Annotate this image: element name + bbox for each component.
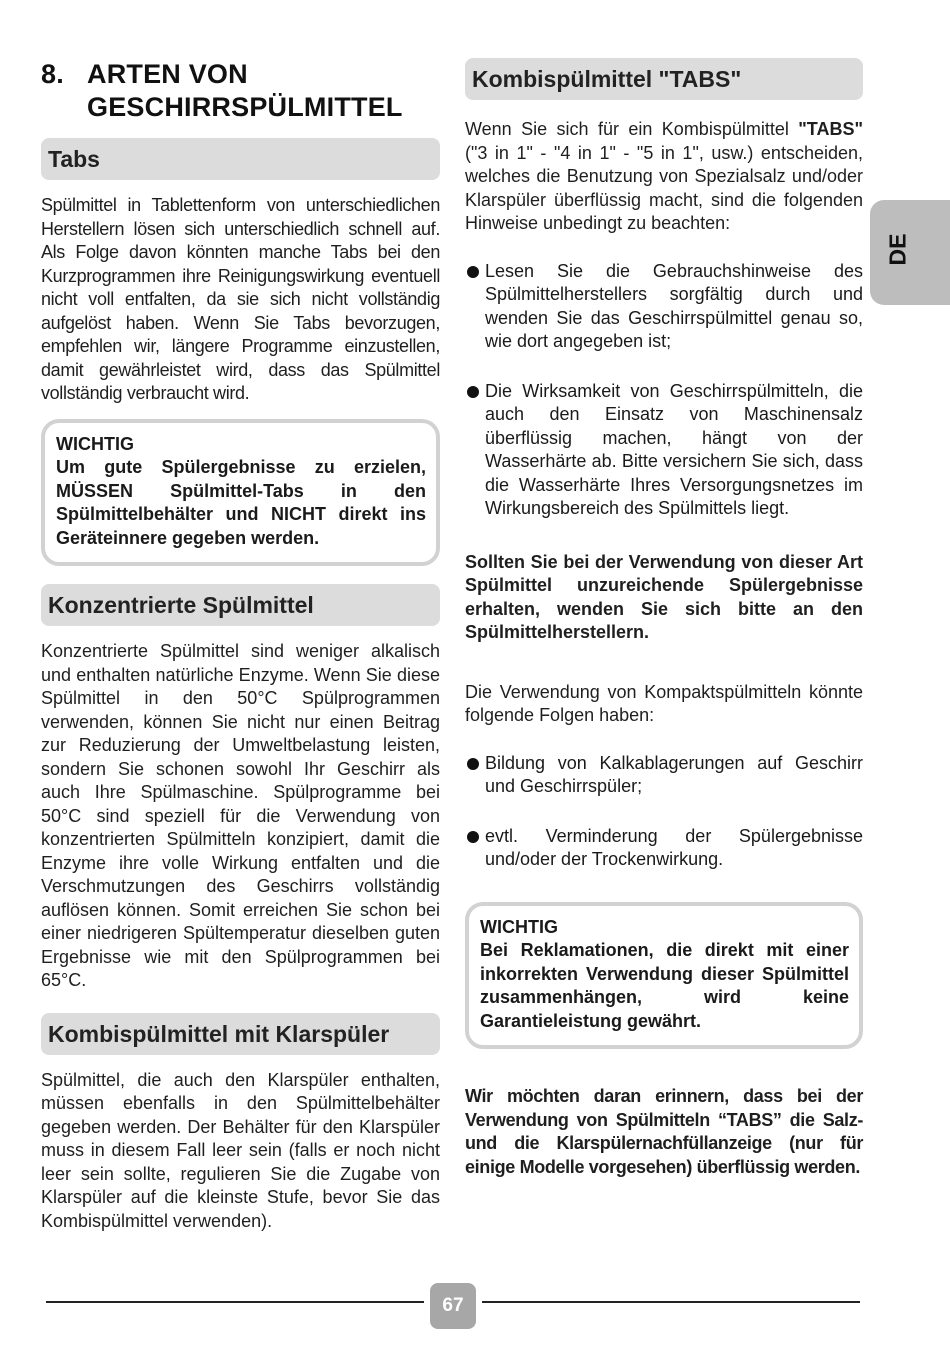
chapter-title-line1: ARTEN VON [87, 59, 248, 89]
section-heading-klarspueler: Kombispülmittel mit Klarspüler [41, 1013, 440, 1055]
final-note: Wir möchten daran erinnern, dass bei der Verwendung von Spülmitteln “TABS” die Salz- und die Klarspülernachfüllanzeige (nur für einige Modelle vorgesehen) überflüssig werden. [465, 1086, 863, 1177]
list-item [465, 380, 863, 521]
warning-text: Bei Reklamationen, die direkt mit einer inkorrekten Verwendung dieser Spülmittel zusammenhängen, wird keine Garantieleistung gewährt. [480, 940, 849, 1031]
chapter-title [41, 58, 440, 124]
right-column [465, 58, 863, 1192]
warning-box-reklamation [465, 902, 863, 1050]
tabs-text: Spülmittel in Tablettenform von unterschiedlichen Herstellern lösen sich unterschiedlich schnell auf. Als Folge davon könnten manche Tabs bei den Kurzprogrammen ihre Reinigungswirkung eventuell nicht voll entfalten, da sie sich nicht vollständig aufgelöst haben. Wenn Sie Tabs bevorzugen, empfehlen wir, längere Programme einzustellen, damit gewährleistet wird, dass das Spülmittel vollständig verbraucht wird. [41, 195, 440, 403]
chapter-number: 8. [41, 59, 64, 89]
language-label: DE [884, 233, 911, 266]
bullet-text: evtl. Verminderung der Spülergebnisse und/oder der Trockenwirkung. [485, 825, 863, 869]
warning-title: WICHTIG [56, 433, 134, 454]
klarspueler-text: Spülmittel, die auch den Klarspüler enthalten, müssen ebenfalls in den Spülmittelbehälter gegeben werden. Der Behälter für den Klarspüler muss in diesem Fall leer sein (falls er noch nicht leer sein sollte, regulieren Sie die Zugabe von Klarspüler auf die kleinste Stufe, bevor Sie das Kombispülmittel verwenden). [41, 1069, 440, 1231]
list-item [465, 825, 863, 872]
kombi-intro-bold: "TABS" [798, 119, 863, 139]
language-tab [870, 200, 950, 305]
bullet-text: Lesen Sie die Gebrauchshinweise des Spülmittelherstellers sorgfältig durch und wenden Sie das Geschirrspülmittel genau so, wie dort angegeben ist; [485, 260, 863, 351]
compact-intro: Die Verwendung von Kompaktspülmitteln könnte folgende Folgen haben: [465, 681, 863, 725]
list-item [465, 260, 863, 354]
bold-note: Sollten Sie bei der Verwendung von dieser Art Spülmittel unzureichende Spülergebnisse erhalten, wenden Sie sich bitte an den Spülmittelherstellern. [465, 551, 863, 642]
kombi-intro-before: Wenn Sie sich für ein Kombispülmittel [465, 119, 799, 139]
section-heading-kombi-tabs: Kombispülmittel "TABS" [465, 58, 863, 100]
warning-box-tabs [41, 419, 440, 567]
list-item [465, 752, 863, 799]
page-number: 67 [430, 1283, 476, 1329]
bullet-icon [467, 831, 479, 843]
left-column [41, 58, 440, 1246]
kombi-intro-after: ("3 in 1" - "4 in 1" - "5 in 1", usw.) entscheiden, welches die Benutzung von Spezialsalz und/oder Klarspüler überflüssig macht, sind die folgenden Hinweise unbedingt zu beachten: [465, 142, 863, 233]
chapter-title-line2: GESCHIRRSPÜLMITTEL [87, 92, 403, 122]
bullet-icon [467, 386, 479, 398]
bullet-icon [467, 758, 479, 770]
section-heading-tabs: Tabs [41, 138, 440, 180]
footer-line-left [46, 1301, 424, 1303]
footer-line-right [482, 1301, 860, 1303]
bullet-text: Bildung von Kalkablagerungen auf Geschirr und Geschirrspüler; [485, 752, 863, 796]
warning-title: WICHTIG [480, 916, 558, 937]
warning-text: Um gute Spülergebnisse zu erzielen, MÜSSEN Spülmittel-Tabs in den Spülmittelbehälter und NICHT direkt ins Geräteinnere gegeben werden. [56, 457, 426, 548]
bullet-text: Die Wirksamkeit von Geschirrspülmitteln, die auch den Einsatz von Maschinensalz überflüssig machen, hängt von der Wasserhärte ab. Bitte versichern Sie sich, dass die Wasserhärte Ihres Versorgungsnetzes im Wirkungsbereich des Spülmittels liegt. [485, 380, 863, 518]
section-heading-konzentrierte: Konzentrierte Spülmittel [41, 584, 440, 626]
bullet-icon [467, 266, 479, 278]
kombi-intro [465, 118, 863, 236]
konzentrierte-text: Konzentrierte Spülmittel sind weniger alkalisch und enthalten natürliche Enzyme. Wenn Sie diese Spülmittel in den 50°C Spülprogrammen verwenden, können Sie nicht nur einen Beitrag zur Reduzierung der Umweltbelastung leisten, sondern Sie schonen sowohl Ihr Geschirr als auch Ihre Spülmaschine. Spülprogramme bei 50°C sind speziell für die Verwendung von konzentrierten Spülmitteln konzipiert, damit die Enzyme ihre volle Wirkung entfalten und die Verschmutzungen des Geschirrs vollständig auflösen können. Somit erreichen Sie schon bei einer niedrigeren Spültemperatur dieselben guten Ergebnisse wie mit den Spülprogrammen bei 65°C. [41, 641, 440, 990]
